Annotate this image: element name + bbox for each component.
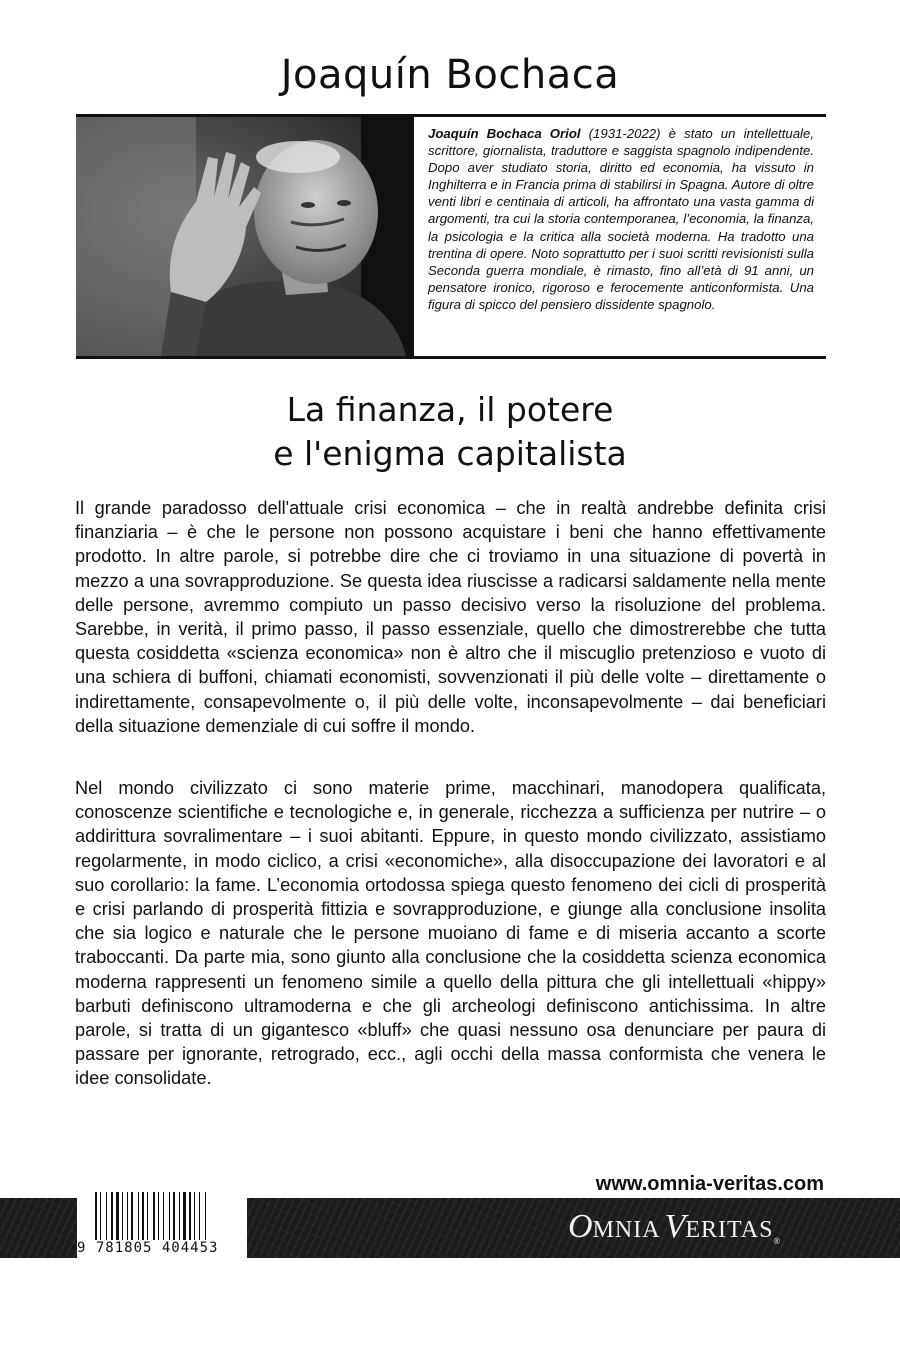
author-full-name: Joaquín Bochaca Oriol <box>428 126 581 141</box>
body-paragraph-2: Nel mondo civilizzato ci sono materie prime, macchinari, manodopera qualificata, conoscenze scientifiche e tecnologiche e, in generale, ricchezza a sufficienza per nutrire – o addirittura sovralimentare – i suoi abitanti. Eppure, in questo mondo civilizzato, assistiamo regolarmente, in modo ciclico, a crisi «economiche», alla disoccupazione dei lavoratori e al suo corollario: la fame. L’economia ortodossa spiega questo fenomeno dei cicli di prosperità e crisi parlando di prosperità fittizia e sovrapproduzione, e giunge alla conclusione insolita che sia logico e naturale che le persone muoiano di fame e di miseria accanto a scorte traboccanti. Da parte mia, sono giunto alla conclusione che la cosiddetta scienza economica moderna rappresenti un fenomeno simile a quello della pittura che gli intellettuali «hippy» barbuti definiscono ultramoderna e che gli archeologi definiscono antichissima. In altre parole, si tratta di un gigantesco «bluff» che quasi nessuno osa denunciare per paura di passare per ignorante, retrogrado, ecc., agli occhi della massa conformista che venera le idee consolidate. <box>75 778 826 1089</box>
book-title-line-1: La finanza, il potere <box>286 390 614 429</box>
author-photo-image <box>76 117 414 356</box>
book-title-line-2: e l'enigma capitalista <box>273 434 627 473</box>
author-photo <box>76 117 414 356</box>
book-title <box>0 388 900 476</box>
body-paragraph-1: Il grande paradosso dell'attuale crisi economica – che in realtà andrebbe definita crisi finanziaria – è che le persone non possono acquistare i beni che hanno effettivamente prodotto. In altre parole, si potrebbe dire che ci troviamo in una situazione di povertà in mezzo a una sovrapproduzione. Se questa idea riuscisse a radicarsi saldamente nella mente delle persone, avremmo compiuto un passo decisivo verso la risoluzione del problema. Sarebbe, in verità, il primo passo, il passo essenziale, quello che dimostrerebbe che tutta questa cosiddetta «scienza economica» non è altro che il miscuglio pretenzioso e vuoto di una schiera di buffoni, chiamati economisti, sovvenzionati il più delle volte – direttamente o indirettamente, consapevolmente o, il più delle volte, inconsapevolmente – dai beneficiari della situazione demenziale di cui soffre il mondo. <box>75 498 826 736</box>
author-name: Joaquín Bochaca <box>280 52 620 98</box>
publisher-logo: OMNIA VERITAS® <box>568 1208 781 1246</box>
barcode-digits: 9 781805 404453 <box>77 1240 247 1260</box>
author-bio-description: (1931-2022) è stato un intellettuale, scrittore, giornalista, traduttore e saggista spagnolo indipendente. Dopo aver studiato storia, diritto ed economia, ha vissuto in Inghilterra e in Francia prima di stabilirsi in Spagna. Autore di oltre venti libri e centinaia di articoli, ha affrontato una vasta gamma di argomenti, tra cui la storia contemporanea, l’economia, la finanza, la psicologia e la critica alla società moderna. Ha tradotto una trentina di opere. Noto soprattutto per i suoi scritti revisionisti sulla Seconda guerra mondiale, è rimasto, fino all’età di 91 anni, un pensatore ironico, rigoroso e ferocemente anticonformista. Una figura di spicco del pensiero dissidente spagnolo. <box>428 126 814 312</box>
author-bio-box <box>76 114 826 359</box>
author-bio-text <box>428 125 814 313</box>
publisher-website: www.omnia-veritas.com <box>595 1173 824 1195</box>
barcode-bars <box>77 1188 247 1240</box>
